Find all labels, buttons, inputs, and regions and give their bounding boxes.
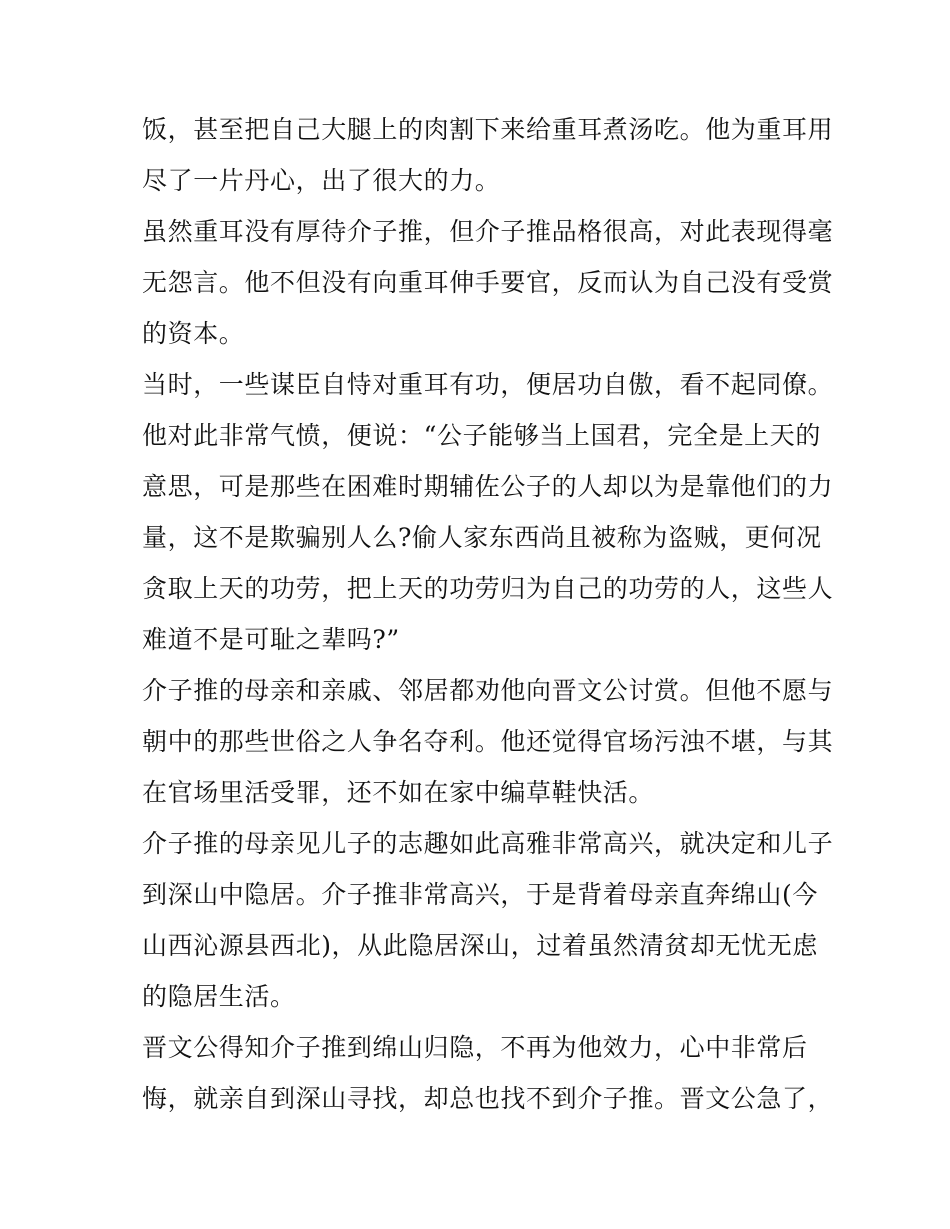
text-line: 意思，可是那些在困难时期辅佐公子的人却以为是靠他们的力: [142, 472, 834, 501]
text-line: 晋文公得知介子推到绵山归隐，不再为他效力，心中非常后: [142, 1033, 808, 1062]
text-line: 尽了一片丹心，出了很大的力。: [142, 166, 501, 195]
paragraph-6: [142, 1022, 834, 1124]
text-line: 贪取上天的功劳，把上天的功劳归为自己的功劳的人，这些人: [142, 574, 834, 603]
text-line: 虽然重耳没有厚待介子推，但介子推品格很高，对此表现得毫: [142, 217, 834, 246]
text-line: 的隐居生活。: [142, 982, 296, 1011]
text-line: 饭，甚至把自己大腿上的肉割下来给重耳煮汤吃。他为重耳用: [142, 115, 834, 144]
paragraph-1: [142, 104, 834, 206]
paragraph-5: [142, 818, 834, 1022]
paragraph-3: [142, 359, 834, 665]
text-line: 的资本。: [142, 319, 245, 348]
document-body: [142, 104, 834, 1124]
text-line: 介子推的母亲和亲戚、邻居都劝他向晋文公讨赏。但他不愿与: [142, 676, 834, 705]
text-line: 无怨言。他不但没有向重耳伸手要官，反而认为自己没有受赏: [142, 268, 834, 297]
text-line: 当时，一些谋臣自恃对重耳有功，便居功自傲，看不起同僚。: [142, 370, 834, 399]
text-line: 量，这不是欺骗别人么?偷人家东西尚且被称为盗贼，更何况: [142, 523, 822, 552]
text-line: 介子推的母亲见儿子的志趣如此高雅非常高兴，就决定和儿子: [142, 829, 834, 858]
paragraph-2: [142, 206, 834, 359]
text-line: 朝中的那些世俗之人争名夺利。他还觉得官场污浊不堪，与其: [142, 727, 834, 756]
text-line: 难道不是可耻之辈吗?”: [142, 625, 400, 654]
text-line: 到深山中隐居。介子推非常高兴，于是背着母亲直奔绵山(今: [142, 880, 818, 909]
text-line: 悔，就亲自到深山寻找，却总也找不到介子推。晋文公急了，: [142, 1084, 834, 1113]
text-line: 山西沁源县西北)，从此隐居深山，过着虽然清贫却无忧无虑: [142, 931, 818, 960]
text-line: 他对此非常气愤，便说：“公子能够当上国君，完全是上天的: [142, 421, 821, 450]
text-line: 在官场里活受罪，还不如在家中编草鞋快活。: [142, 778, 655, 807]
paragraph-4: [142, 665, 834, 818]
